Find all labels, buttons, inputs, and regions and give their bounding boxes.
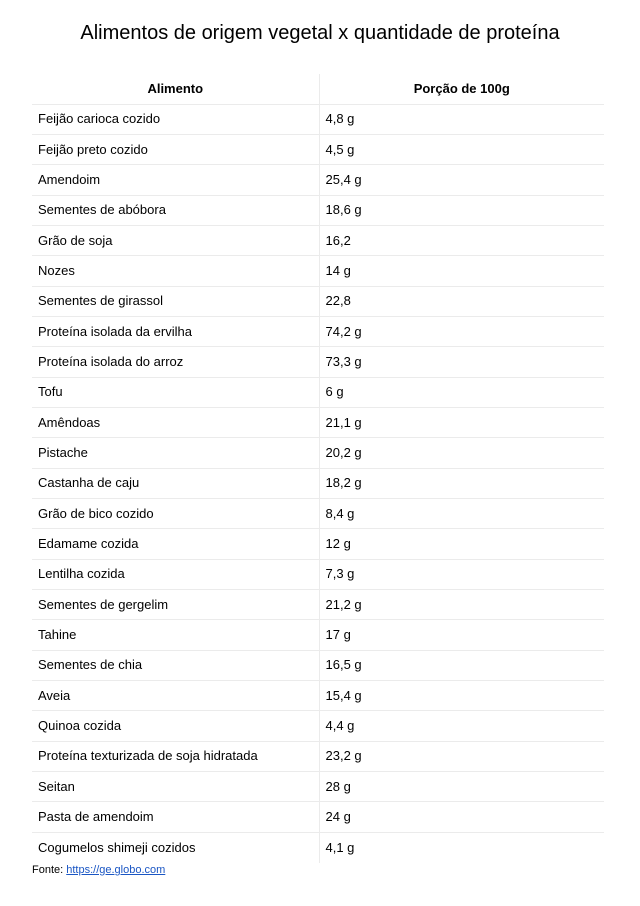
table-row <box>32 802 604 832</box>
protein-amount-cell: 4,4 g <box>319 711 604 741</box>
table-row <box>32 286 604 316</box>
food-name-cell: Aveia <box>32 681 319 711</box>
table-row <box>32 559 604 589</box>
table-row <box>32 408 604 438</box>
food-name-cell: Sementes de gergelim <box>32 590 319 620</box>
protein-amount-cell: 15,4 g <box>319 681 604 711</box>
protein-amount-cell: 22,8 <box>319 286 604 316</box>
table-row <box>32 165 604 195</box>
food-name-cell: Feijão preto cozido <box>32 135 319 165</box>
protein-amount-cell: 21,2 g <box>319 590 604 620</box>
food-name-cell: Quinoa cozida <box>32 711 319 741</box>
protein-amount-cell: 16,2 <box>319 226 604 256</box>
protein-amount-cell: 4,1 g <box>319 832 604 862</box>
protein-amount-cell: 17 g <box>319 620 604 650</box>
source-note <box>32 863 165 877</box>
food-name-cell: Proteína texturizada de soja hidratada <box>32 741 319 771</box>
protein-amount-cell: 4,8 g <box>319 104 604 134</box>
table-header-row <box>32 74 604 104</box>
protein-amount-cell: 14 g <box>319 256 604 286</box>
protein-amount-cell: 20,2 g <box>319 438 604 468</box>
protein-amount-cell: 74,2 g <box>319 317 604 347</box>
protein-amount-cell: 21,1 g <box>319 408 604 438</box>
food-name-cell: Castanha de caju <box>32 468 319 498</box>
food-name-cell: Nozes <box>32 256 319 286</box>
food-name-cell: Amendoim <box>32 165 319 195</box>
table-row <box>32 226 604 256</box>
protein-amount-cell: 18,6 g <box>319 195 604 225</box>
table-body <box>32 104 604 862</box>
page-title: Alimentos de origem vegetal x quantidade de proteína <box>80 22 560 44</box>
protein-amount-cell: 8,4 g <box>319 499 604 529</box>
table-row <box>32 711 604 741</box>
table-row <box>32 620 604 650</box>
table-row <box>32 438 604 468</box>
table-row <box>32 590 604 620</box>
table-row <box>32 681 604 711</box>
protein-amount-cell: 25,4 g <box>319 165 604 195</box>
column-header-porcao: Porção de 100g <box>319 74 604 104</box>
food-name-cell: Tofu <box>32 377 319 407</box>
food-name-cell: Tahine <box>32 620 319 650</box>
food-name-cell: Pistache <box>32 438 319 468</box>
food-name-cell: Edamame cozida <box>32 529 319 559</box>
protein-amount-cell: 73,3 g <box>319 347 604 377</box>
table-row <box>32 772 604 802</box>
food-name-cell: Seitan <box>32 772 319 802</box>
food-name-cell: Lentilha cozida <box>32 559 319 589</box>
source-label: Fonte: <box>32 864 67 876</box>
table-row <box>32 650 604 680</box>
table-row <box>32 195 604 225</box>
protein-table <box>32 74 604 863</box>
table-row <box>32 256 604 286</box>
table-row <box>32 499 604 529</box>
food-name-cell: Pasta de amendoim <box>32 802 319 832</box>
food-name-cell: Proteína isolada da ervilha <box>32 317 319 347</box>
protein-amount-cell: 28 g <box>319 772 604 802</box>
food-name-cell: Grão de soja <box>32 226 319 256</box>
food-name-cell: Sementes de abóbora <box>32 195 319 225</box>
food-name-cell: Cogumelos shimeji cozidos <box>38 839 196 855</box>
protein-amount-cell: 7,3 g <box>319 559 604 589</box>
protein-amount-cell: 4,5 g <box>319 135 604 165</box>
table-row <box>32 832 604 862</box>
column-header-alimento: Alimento <box>32 74 319 104</box>
food-name-cell: Grão de bico cozido <box>32 499 319 529</box>
food-name-cell: Sementes de chia <box>32 650 319 680</box>
table-row <box>32 317 604 347</box>
table-row <box>32 741 604 771</box>
food-name-cell: Feijão carioca cozido <box>32 104 319 134</box>
protein-amount-cell: 18,2 g <box>319 468 604 498</box>
protein-amount-cell: 12 g <box>319 529 604 559</box>
protein-amount-cell: 24 g <box>319 802 604 832</box>
table-row <box>32 347 604 377</box>
food-name-cell: Sementes de girassol <box>32 286 319 316</box>
protein-amount-cell: 6 g <box>319 377 604 407</box>
protein-amount-cell: 23,2 g <box>319 741 604 771</box>
table-row <box>32 377 604 407</box>
table-row <box>32 468 604 498</box>
table-row <box>32 104 604 134</box>
food-name-cell: Proteína isolada do arroz <box>32 347 319 377</box>
table-row <box>32 135 604 165</box>
source-link[interactable]: https://ge.globo.com <box>66 864 166 876</box>
food-name-cell: Amêndoas <box>32 408 319 438</box>
protein-amount-cell: 16,5 g <box>319 650 604 680</box>
table-row <box>32 529 604 559</box>
